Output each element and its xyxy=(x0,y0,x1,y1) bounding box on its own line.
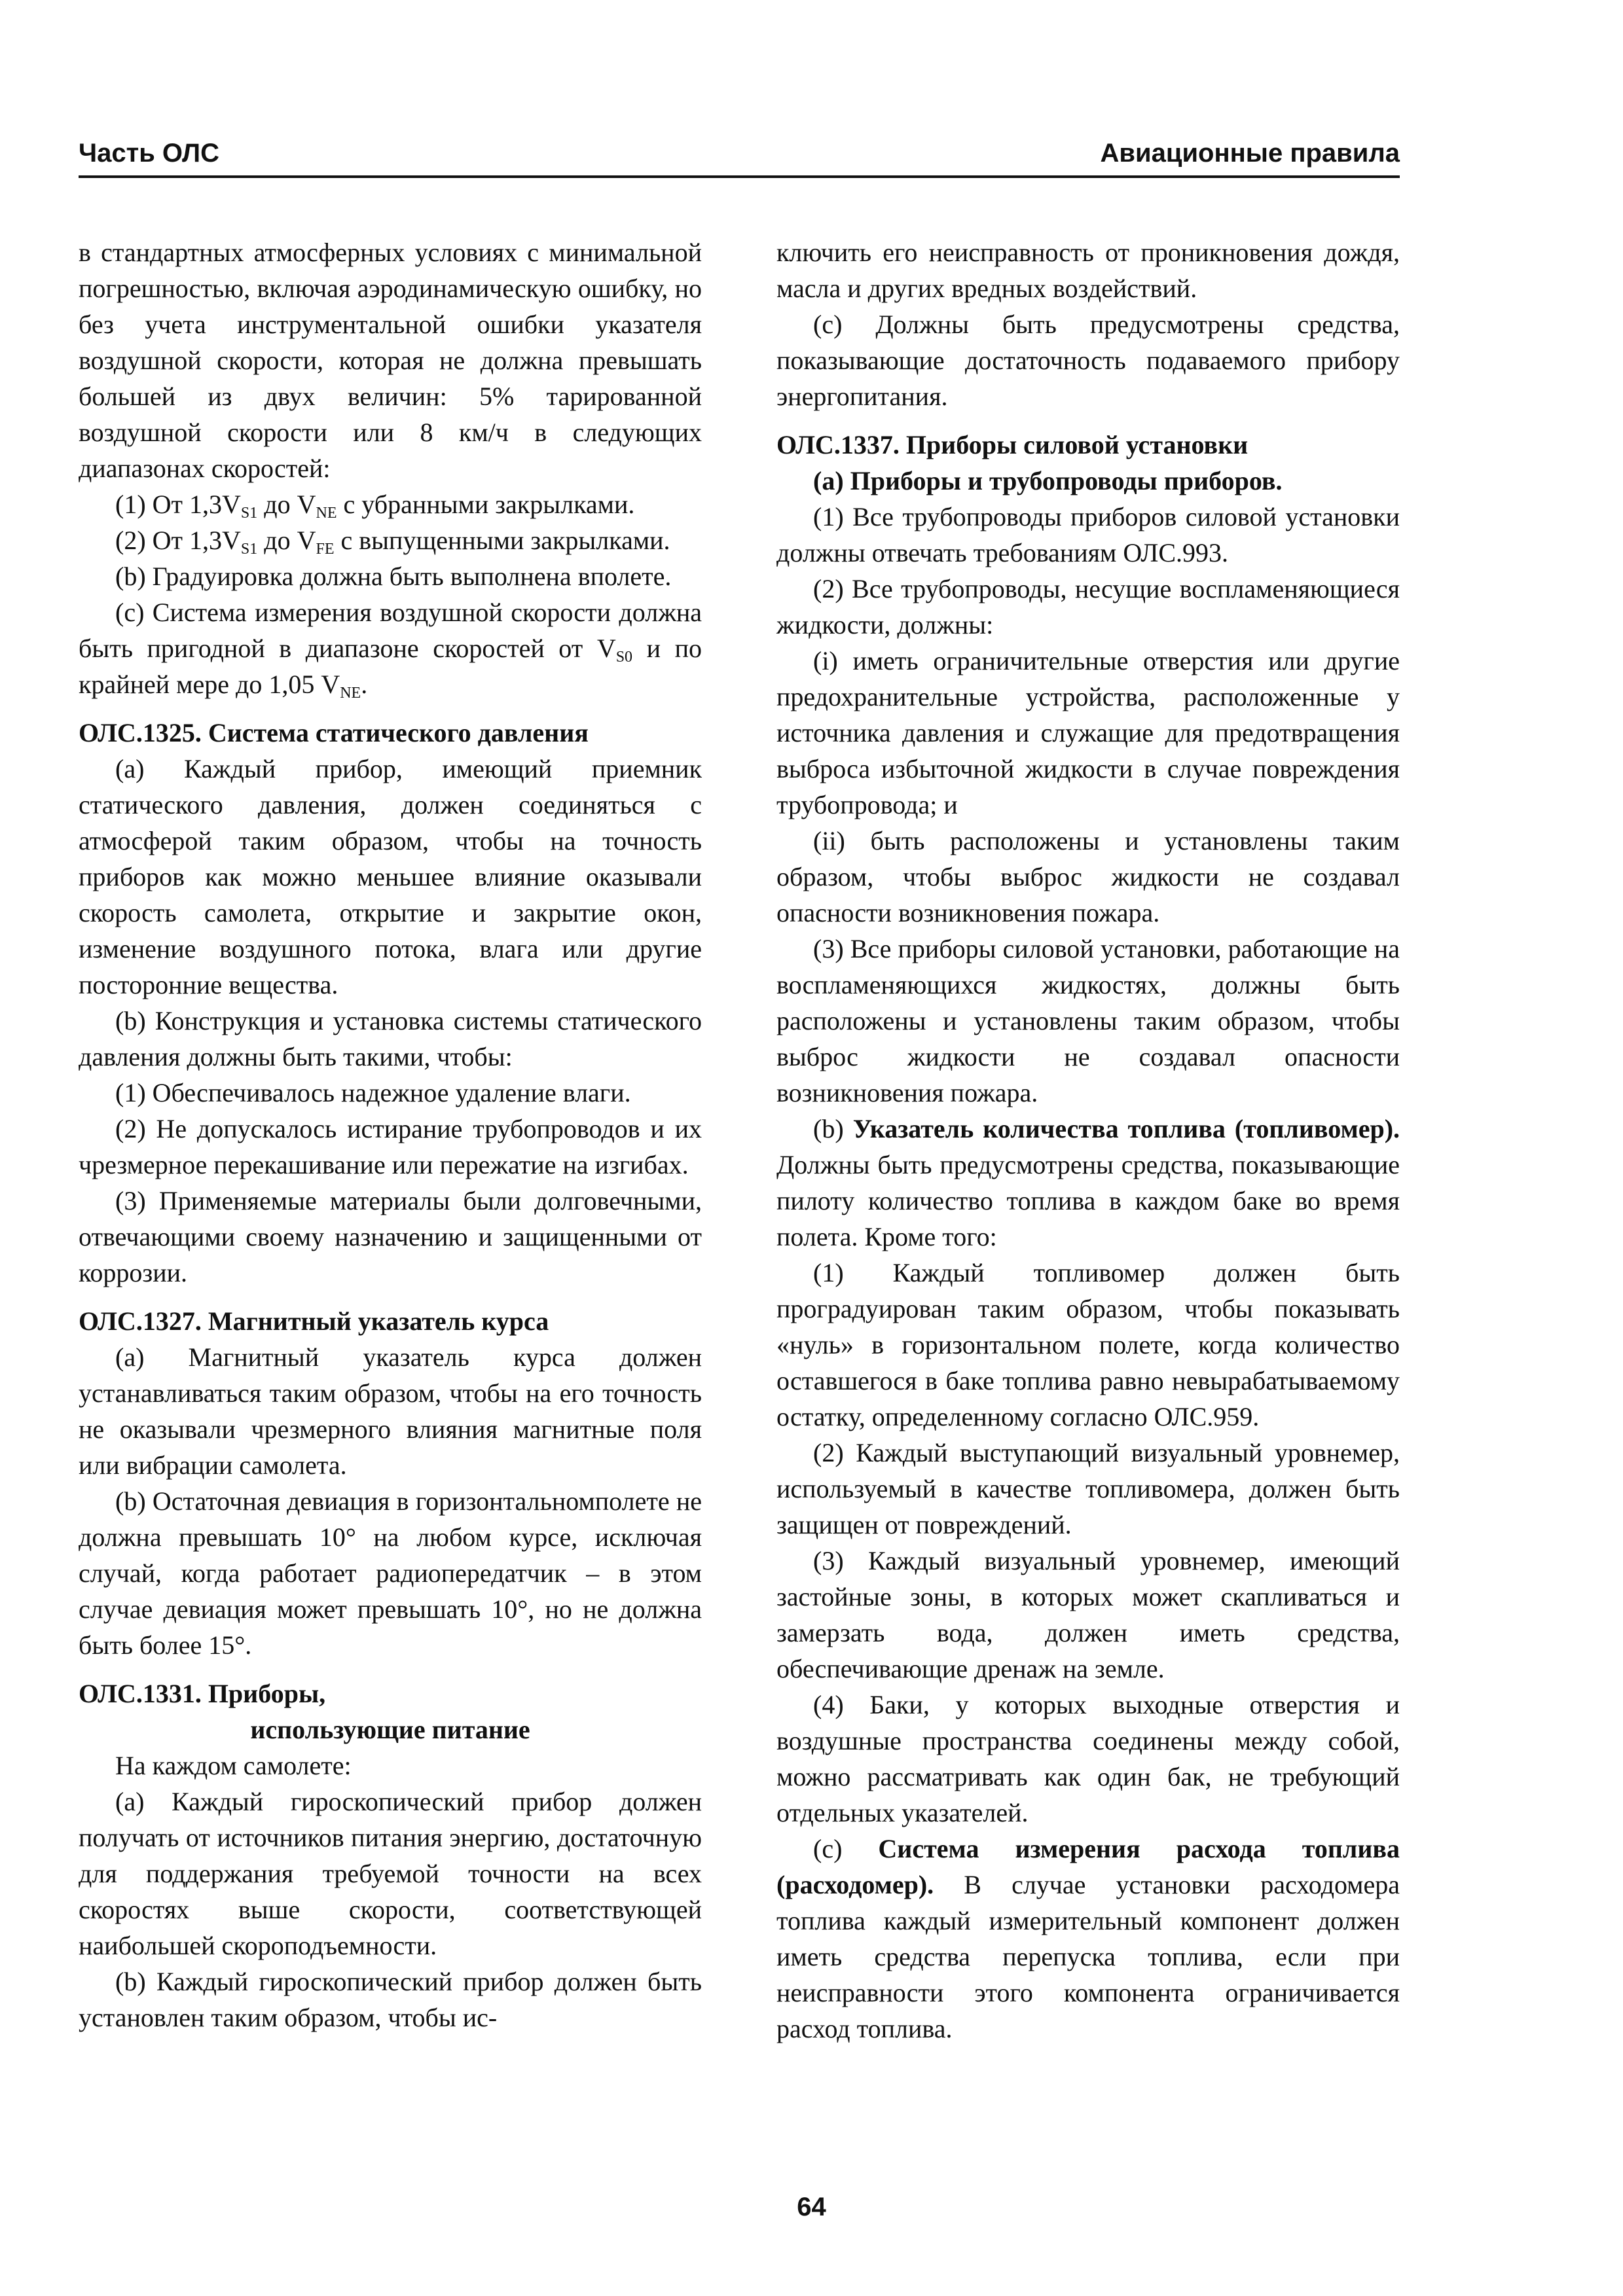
paragraph: (2) От $1,3V_{S1}$ до $V_{FE}$ с выпущенными закрылками. xyxy=(115,526,670,558)
paragraph: (ii) быть расположены и установлены таким образом, чтобы выброс жидкости не создавал опасности возникновения пожара. xyxy=(776,826,1400,927)
paragraph: На каждом самолете: xyxy=(115,1751,352,1780)
paragraph: (4) Баки, у которых выходные отверстия и воздушные пространства соединены между собой, можно рассматривать как один бак, не требующий отдельных указателей. xyxy=(776,1690,1400,1827)
paragraph: (1) Все трубопроводы приборов силовой установки должны отвечать требованиям ОЛС.993. xyxy=(776,502,1400,567)
paragraph: (b) Конструкция и установка системы статического давления должны быть такими, чтобы: xyxy=(79,1006,702,1071)
paragraph: (b) Каждый гироскопический прибор должен быть установлен таким образом, чтобы ис- xyxy=(79,1967,702,2032)
section-heading-1325: ОЛС.1325. Система статического давления xyxy=(79,718,589,747)
paragraph: в стандартных атмосферных условиях с минимальной погрешностью, включая аэродинамическую ошибку, но без учета инструментальной ошибки указателя воздушной скорости, которая не должна превышать большей из двух величин: 5% тарированной воздушной скорости или 8 км/ч в следующих диапазонах скоростей: xyxy=(79,238,702,483)
paragraph: (b) Градуировка должна быть выполнена вполете. xyxy=(115,562,672,591)
running-header xyxy=(79,139,1400,178)
paragraph: (a) Каждый прибор, имеющий приемник статического давления, должен соединяться с атмосферой таким образом, чтобы на точность приборов как можно меньшее влияние оказывали скорость самолета, открытие и закрытие окон, изменение воздушного потока, влага или другие посторонние вещества. xyxy=(79,754,702,999)
section-heading-1337: ОЛС.1337. Приборы силовой установки xyxy=(776,430,1249,459)
paragraph: (2) Каждый выступающий визуальный уровнемер, используемый в качестве топливомера, должен быть защищен от повреждений. xyxy=(776,1438,1400,1539)
right-column xyxy=(776,234,1400,2047)
paragraph: (i) иметь ограничительные отверстия или другие предохранительные устройства, расположенные у источника давления и служащие для предотвращения выброса избыточной жидкости в случае повреждения трубопровода; и xyxy=(776,646,1400,819)
paragraph: (1) От $1,3V_{S1}$ до $V_{NE}$ с убранными закрылками. xyxy=(115,490,635,522)
section-heading-1331: ОЛС.1331. Приборы, xyxy=(79,1679,326,1708)
subsection-heading: (a) Приборы и трубопроводы приборов. xyxy=(813,466,1283,495)
paragraph: (1) Обеспечивалось надежное удаление влаги. xyxy=(115,1078,631,1107)
page-number: 64 xyxy=(797,2193,826,2221)
paragraph: (b) Остаточная девиация в горизонтальномполете не должна превышать 10° на любом курсе, исключая случай, когда работает радиопередатчик – в этом случае девиация может превышать 10°, но не должна быть более 15°. xyxy=(79,1486,702,1660)
paragraph: (1) Каждый топливомер должен быть проградуирован таким образом, чтобы показывать «нуль» в горизонтальном полете, когда количество оставшегося в баке топлива равно невырабатываемому остатку, определенному согласно ОЛС.959. xyxy=(776,1258,1400,1431)
paragraph: ключить его неисправность от проникновения дождя, масла и других вредных воздействий. xyxy=(776,238,1400,303)
paragraph: (2) Не допускалось истирание трубопроводов и их чрезмерное перекашивание или пережатие на изгибах. xyxy=(79,1114,702,1179)
paragraph: (3) Каждый визуальный уровнемер, имеющий застойные зоны, в которых может скапливаться и замерзать вода, должен иметь средства, обеспечивающие дренаж на земле. xyxy=(776,1546,1400,1683)
paragraph: (3) Применяемые материалы были долговечными, отвечающими своему назначению и защищенными от коррозии. xyxy=(79,1186,702,1287)
header-part-label: Часть ОЛС xyxy=(79,139,219,168)
paragraph: (2) Все трубопроводы, несущие воспламеняющиеся жидкости, должны: xyxy=(776,574,1400,639)
paragraph: (c) Система измерения расхода топлива (расходомер). В случае установки расходомера топлива каждый измерительный компонент должен иметь средства перепуска топлива, если при неисправности этого компонента ограничивается расход топлива. xyxy=(776,1834,1400,2043)
paragraph: (3) Все приборы силовой установки, работающие на воспламеняющихся жидкостях, должны быть расположены и установлены таким образом, чтобы выброс жидкости не создавал опасности возникновения пожара. xyxy=(776,934,1400,1107)
paragraph: (c) Должны быть предусмотрены средства, показывающие достаточность подаваемого прибору энергопитания. xyxy=(776,310,1400,411)
section-heading-1327: ОЛС.1327. Магнитный указатель курса xyxy=(79,1306,549,1336)
paragraph: (a) Каждый гироскопический прибор должен получать от источников питания энергию, достаточную для поддержания требуемой точности на всех скоростях выше скорости, соответствующей наибольшей скороподъемности. xyxy=(79,1787,702,1960)
header-document-title: Авиационные правила xyxy=(1100,139,1400,168)
paragraph: (b) Указатель количества топлива (топливомер). Должны быть предусмотрены средства, показывающие пилоту количество топлива в каждом баке во время полета. Кроме того: xyxy=(776,1114,1400,1251)
left-column xyxy=(79,234,702,2036)
paragraph: (c) Система измерения воздушной скорости должна быть пригодной в диапазоне скоростей от $V_{S0}$ и по крайней мере до 1,05 $V_{NE}$. xyxy=(79,598,702,702)
paragraph: (a) Магнитный указатель курса должен устанавливаться таким образом, чтобы на его точность не оказывали чрезмерного влияния магнитные поля или вибрации самолета. xyxy=(79,1342,702,1480)
section-heading-1331-cont: использующие питание xyxy=(250,1715,530,1744)
